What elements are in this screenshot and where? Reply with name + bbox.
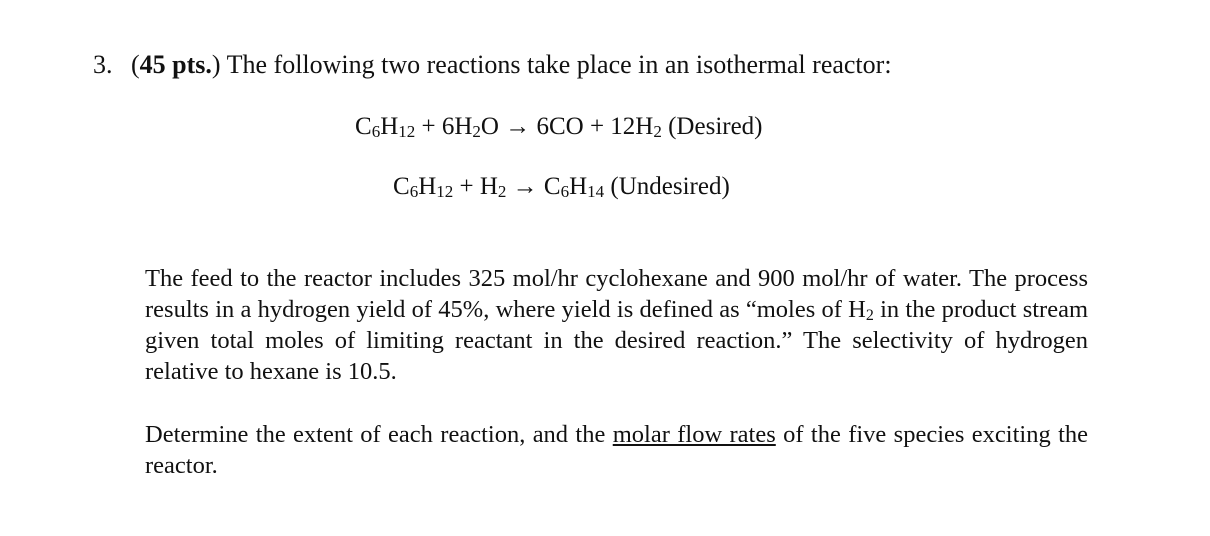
eq2-h-sub: 12 [436, 182, 454, 201]
feed-paragraph [145, 263, 1088, 387]
eq2-product-c-sub: 6 [560, 182, 570, 201]
problem-intro: The following two reactions take place in an isothermal reactor: [220, 50, 892, 79]
eq1-label: (Desired) [661, 113, 763, 140]
reaction-undesired [393, 173, 730, 201]
eq1-water-sub: 2 [472, 122, 481, 141]
eq2-product-h-sub: 14 [587, 182, 605, 201]
eq1-c-sub: 6 [371, 122, 381, 141]
eq1-water-tail: O [480, 113, 506, 140]
eq1-h-sub: 12 [398, 122, 416, 141]
task-text-a: Determine the extent of each reaction, and the [145, 421, 613, 448]
eq1-c: C [355, 113, 372, 140]
points-close-paren: ) [211, 50, 221, 79]
eq2-h2-sub: 2 [497, 182, 507, 201]
eq2-h: H [418, 173, 437, 200]
eq2-c-sub: 6 [409, 182, 419, 201]
points-value: 45 pts. [139, 50, 212, 79]
eq2-arrow: → [512, 173, 538, 200]
task-underlined-phrase: molar flow rates [612, 421, 776, 448]
task-paragraph [145, 419, 1088, 481]
feed-text-a: The feed to the reactor includes 325 mol/hr cyclohexane and 900 mol/hr of water. The process results in a hydrogen yield of 45%, where yield is defined as “moles of H [145, 265, 1088, 323]
eq2-product-c: C [537, 173, 561, 200]
points-open-paren: ( [131, 50, 140, 79]
problem-number: 3. [93, 50, 113, 79]
eq2-plus-h2: + H [453, 173, 498, 200]
eq1-plus-water: + 6H [415, 113, 473, 140]
reaction-desired [355, 113, 763, 141]
eq2-product-h: H [569, 173, 588, 200]
feed-h2-sub: 2 [865, 307, 874, 324]
task-text-b: of the five species exciting the reactor. [145, 421, 1089, 479]
eq1-products: 6CO + 12H [530, 113, 654, 140]
feed-text-b: in the product stream given total moles of limiting reactant in the desired reaction.” The selectivity of hydrogen relative to hexane is 10.5. [145, 296, 1088, 385]
eq2-label: (Undesired) [604, 173, 730, 200]
eq2-c: C [393, 173, 410, 200]
eq1-products-sub: 2 [653, 122, 662, 141]
eq1-h: H [380, 113, 399, 140]
eq1-arrow: → [505, 113, 531, 140]
problem-heading [93, 50, 892, 80]
